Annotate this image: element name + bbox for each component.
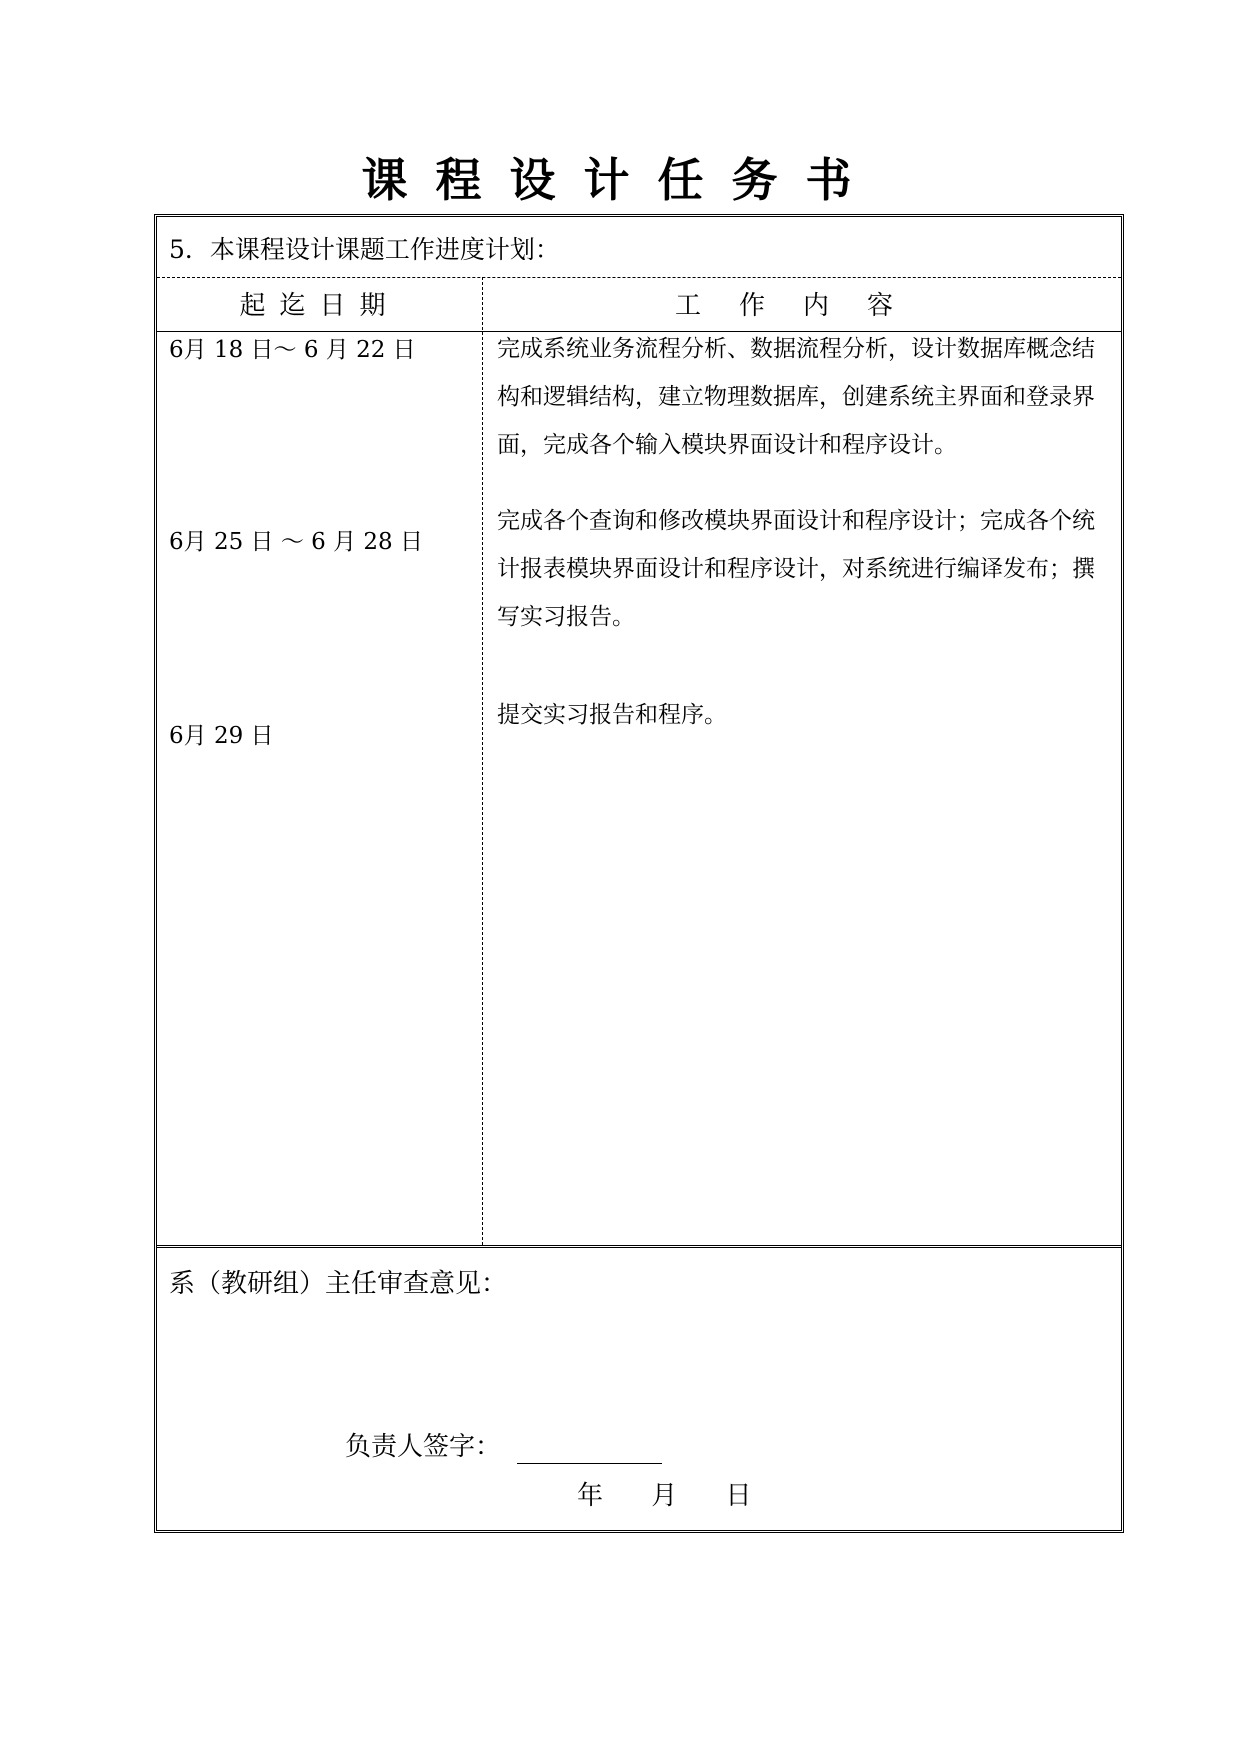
date-line: 年 月 日 xyxy=(577,1481,762,1511)
row-2-date: 6月 25 日 ～ 6 月 28 日 xyxy=(169,529,423,555)
column-divider xyxy=(482,277,483,1245)
section-separator xyxy=(157,1245,1121,1248)
column-header-work: 工作内容 xyxy=(674,291,931,321)
dashed-divider xyxy=(157,277,1121,278)
signature-line xyxy=(517,1463,662,1464)
row-3-date: 6月 29 日 xyxy=(169,723,274,749)
signature-label: 负责人签字： xyxy=(345,1432,502,1462)
document-title: 课程设计任务书 xyxy=(361,153,880,207)
row-3-work: 提交实习报告和程序。 xyxy=(497,702,727,728)
row-2-work: 完成各个查询和修改模块界面设计和程序设计；完成各个统计报表模块界面设计和程序设计，对系统进行编译发布；撰写实习报告。 xyxy=(497,508,1095,630)
row-1-work: 完成系统业务流程分析、数据流程分析，设计数据库概念结构和逻辑结构，建立物理数据库，创建系统主界面和登录界面，完成各个输入模块界面设计和程序设计。 xyxy=(497,336,1095,458)
section-heading: 5．本课程设计课题工作进度计划： xyxy=(169,235,560,264)
review-opinion-label: 系（教研组）主任审查意见： xyxy=(169,1269,508,1299)
schedule-form xyxy=(154,214,1124,1533)
row-1-date: 6月 18 日～ 6 月 22 日 xyxy=(169,337,416,363)
column-header-date: 起迄日期 xyxy=(239,291,400,321)
